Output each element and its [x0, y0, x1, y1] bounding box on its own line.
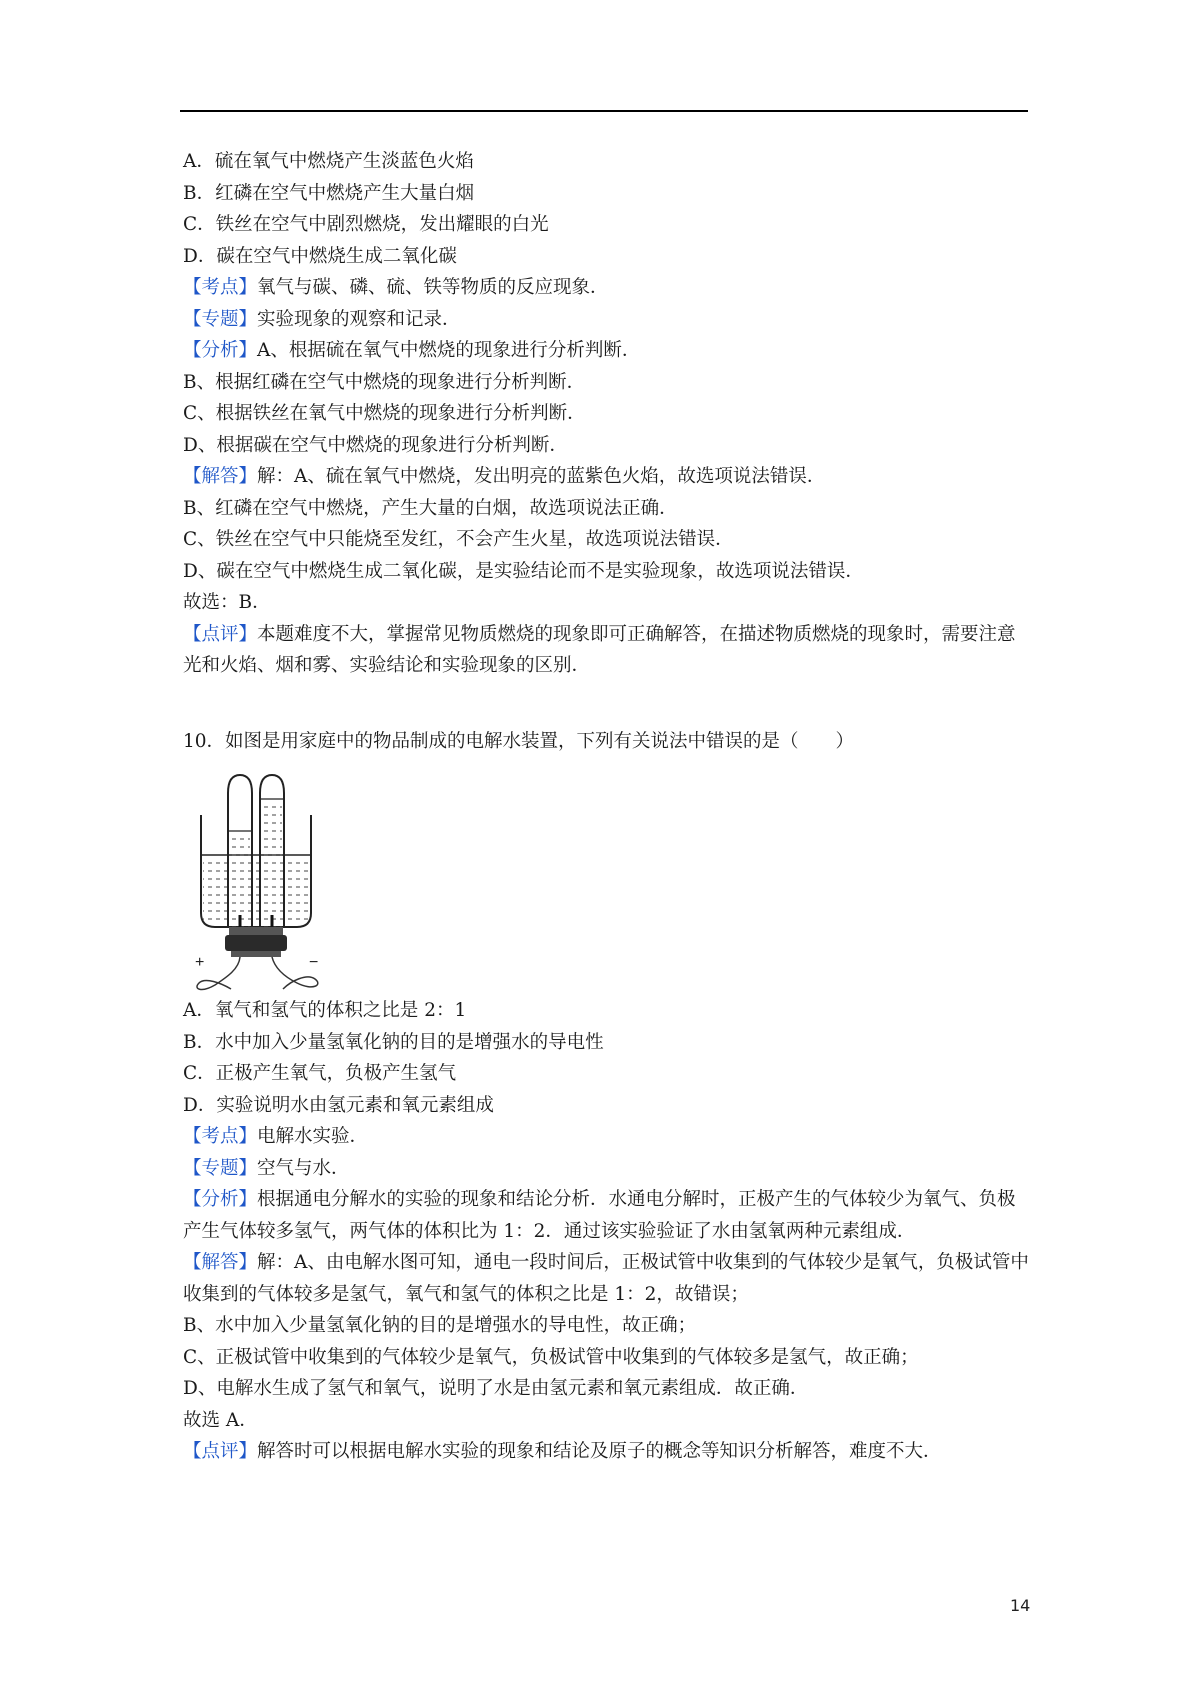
q9-fenxi-text: A、根据硫在氧气中燃烧的现象进行分析判断．	[257, 340, 641, 361]
q9-zhuanti	[183, 304, 1033, 336]
q9-jieda-line: B、红磷在空气中燃烧，产生大量的白烟，故选项说法正确．	[183, 497, 678, 519]
q10-jieda-line: C、正极试管中收集到的气体较少是氧气，负极试管中收集到的气体较多是氢气，故正确；	[183, 1346, 919, 1368]
page-number: 14	[1010, 1596, 1031, 1615]
q10-dianping-tag: 【点评】	[183, 1441, 258, 1462]
q10-jieda-text: 解：A、由电解水图可知，通电一段时间后，正极试管中收集到的气体较少是氧气，负极试管中收集到的气体较多是氢气，氧气和氢气的体积之比是 1：2，故错误；	[183, 1252, 1029, 1305]
plus-label: +	[195, 954, 205, 971]
q9-kaodian-tag: 【考点】	[183, 277, 258, 298]
q10-dianping	[183, 1436, 1033, 1468]
q9-fenxi-line: C、根据铁丝在氧气中燃烧的现象进行分析判断．	[183, 403, 586, 424]
q10-fenxi-tag: 【分析】	[183, 1189, 258, 1210]
q9-answer: 故选：B．	[183, 592, 271, 613]
minus-label: −	[309, 954, 319, 971]
q10-option-a: A．氧气和氢气的体积之比是 2：1	[183, 1000, 467, 1021]
stopper-top	[229, 927, 283, 935]
electrolysis-apparatus-diagram	[191, 763, 341, 993]
q9-kaodian-text: 氧气与碳、磷、硫、铁等物质的反应现象．	[257, 277, 609, 298]
q10-kaodian-text: 电解水实验．	[257, 1126, 369, 1147]
q10-answer: 故选 A．	[183, 1409, 258, 1431]
q9-option-c: C．铁丝在空气中剧烈燃烧，发出耀眼的白光	[183, 214, 549, 235]
beaker-water	[203, 855, 309, 925]
q10-stem: 10．如图是用家庭中的物品制成的电解水装置，下列有关说法中错误的是（ ）	[183, 730, 855, 752]
q10-jieda-line: D、电解水生成了氢气和氧气，说明了水是由氢元素和氧元素组成．故正确．	[183, 1378, 809, 1399]
q10-jieda-tag: 【解答】	[183, 1252, 258, 1273]
electrolysis-apparatus-figure	[191, 763, 341, 993]
section-gap	[183, 682, 1033, 726]
q10-kaodian-tag: 【考点】	[183, 1126, 258, 1147]
q10-option-c: C．正极产生氧气，负极产生氢气	[183, 1063, 457, 1084]
q10-zhuanti	[183, 1153, 1033, 1185]
q9-kaodian	[183, 272, 1033, 304]
q10-fenxi	[183, 1184, 1033, 1247]
q10-dianping-text: 解答时可以根据电解水实验的现象和结论及原子的概念等知识分析解答，难度不大．	[257, 1441, 942, 1462]
q9-jieda-line: D、碳在空气中燃烧生成二氧化碳，是实验结论而不是实验现象，故选项说法错误．	[183, 560, 864, 582]
q10-fenxi-text: 根据通电分解水的实验的现象和结论分析．水通电分解时，正极产生的气体较少为氧气、负极产生气体较多氢气，两气体的体积比为 1：2．通过该实验验证了水由氢氧两种元素组成．	[183, 1189, 1016, 1242]
q9-fenxi-line: B、根据红磷在空气中燃烧的现象进行分析判断．	[183, 371, 586, 393]
right-tube-water	[262, 799, 282, 927]
q9-dianping	[183, 619, 1033, 682]
q9-option-d: D．碳在空气中燃烧生成二氧化碳	[183, 245, 457, 267]
q10-zhuanti-text: 空气与水．	[257, 1157, 350, 1179]
q9-option-b: B．红磷在空气中燃烧产生大量白烟	[183, 182, 475, 204]
q10-kaodian	[183, 1121, 1033, 1153]
q9-dianping-text: 本题难度不大，掌握常见物质燃烧的现象即可正确解答，在描述物质燃烧的现象时，需要注意光和火焰、烟和雾、实验结论和实验现象的区别．	[183, 623, 1016, 676]
q9-jieda-line: C、铁丝在空气中只能烧至发红，不会产生火星，故选项说法错误．	[183, 529, 734, 550]
stopper	[225, 935, 287, 951]
q10-option-d: D．实验说明水由氢元素和氧元素组成	[183, 1094, 494, 1116]
header-rule	[180, 110, 1028, 112]
q10-zhuanti-tag: 【专题】	[183, 1157, 258, 1179]
q9-fenxi-line: D、根据碳在空气中燃烧的现象进行分析判断．	[183, 434, 568, 456]
page-content	[183, 146, 1033, 1468]
q10-jieda-line: B、水中加入少量氢氧化钠的目的是增强水的导电性，故正确；	[183, 1315, 697, 1336]
q9-zhuanti-tag: 【专题】	[183, 308, 258, 330]
q9-jieda	[183, 461, 1033, 493]
q9-fenxi	[183, 335, 1033, 367]
q9-jieda-tag: 【解答】	[183, 466, 258, 487]
q9-jieda-text: 解：A、硫在氧气中燃烧，发出明亮的蓝紫色火焰，故选项说法错误．	[257, 466, 826, 487]
q9-fenxi-tag: 【分析】	[183, 340, 258, 361]
q10-option-b: B．水中加入少量氢氧化钠的目的是增强水的导电性	[183, 1031, 604, 1053]
q9-dianping-tag: 【点评】	[183, 623, 258, 645]
q9-zhuanti-text: 实验现象的观察和记录．	[257, 308, 461, 330]
q10-jieda	[183, 1247, 1033, 1310]
left-tube-water	[230, 831, 250, 927]
q9-option-a: A．硫在氧气中燃烧产生淡蓝色火焰	[183, 151, 474, 172]
